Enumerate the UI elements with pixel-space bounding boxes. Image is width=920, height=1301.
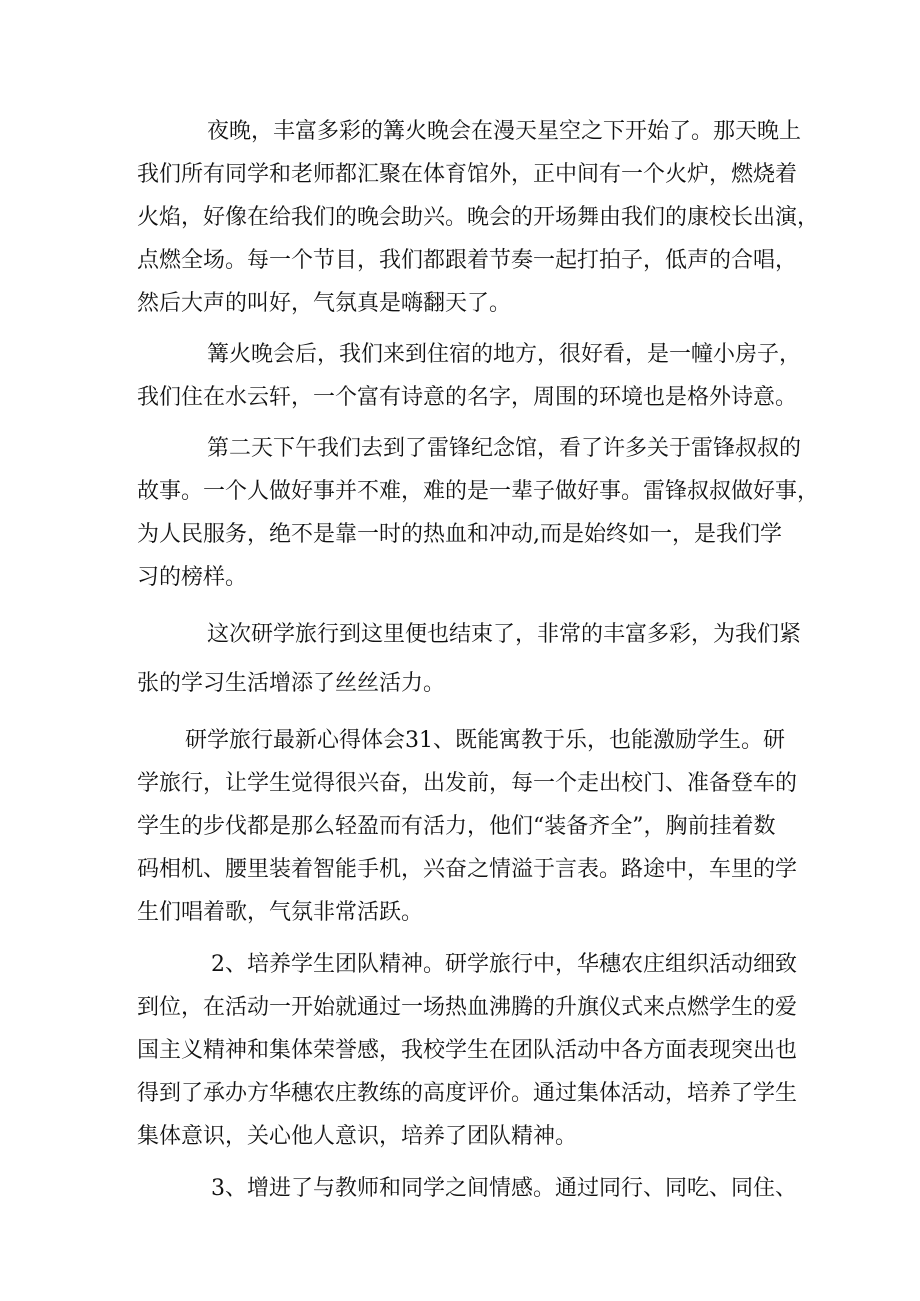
text-line: 习的榜样。	[137, 565, 248, 590]
text-line: 这次研学旅行到这里便也结束了，非常的丰富多彩，为我们紧	[207, 622, 802, 647]
paragraph-study-tour-2	[137, 943, 797, 1158]
text-line: 夜晚，丰富多彩的篝火晚会在漫天星空之下开始了。那天晚上	[207, 119, 802, 144]
text-line: 我们所有同学和老师都汇聚在体育馆外，正中间有一个火炉，燃烧着	[137, 162, 798, 187]
text-line: 然后大声的叫好，气氛真是嗨翻天了。	[137, 291, 512, 316]
paragraph-campfire	[137, 110, 820, 325]
paragraph-study-tour-3	[137, 1167, 797, 1210]
text-line: 集体意识，关心他人意识，培养了团队精神。	[137, 1124, 578, 1149]
text-line: 3、增进了与教师和同学之间情感。通过同行、同吃、同住、	[211, 1176, 797, 1201]
text-line: 得到了承办方华穗农庄教练的高度评价。通过集体活动，培养了学生	[137, 1081, 798, 1106]
document-body	[137, 110, 820, 1210]
text-line: 码相机、腰里装着智能手机，兴奋之情溢于言表。路途中，车里的学	[137, 857, 798, 882]
text-line: 第二天下午我们去到了雷锋纪念馆，看了许多关于雷锋叔叔的	[207, 436, 802, 461]
text-line: 国主义精神和集体荣誉感，我校学生在团队活动中各方面表现突出也	[137, 1038, 798, 1063]
text-line: 研学旅行最新心得体会31、既能寓教于乐，也能激励学生。研	[185, 728, 785, 753]
text-line: 学旅行，让学生觉得很兴奋，出发前，每一个走出校门、准备登车的	[137, 771, 798, 796]
text-line: 2、培养学生团队精神。研学旅行中，华穗农庄组织活动细致	[211, 952, 797, 977]
paragraph-study-tour-1	[137, 719, 797, 934]
paragraph-lodging	[137, 333, 802, 419]
text-line: 到位，在活动一开始就通过一场热血沸腾的升旗仪式来点燃学生的爱	[137, 995, 798, 1020]
text-line: 生们唱着歌，气氛非常活跃。	[137, 900, 424, 925]
paragraph-leifeng-museum	[137, 427, 820, 599]
text-line: 张的学习生活增添了丝丝活力。	[137, 671, 446, 696]
text-line: 火焰，好像在给我们的晚会助兴。晚会的开场舞由我们的康校长出演，	[137, 205, 820, 230]
text-line: 故事。一个人做好事并不难，难的是一辈子做好事。雷锋叔叔做好事，	[137, 479, 820, 504]
text-line: 学生的步伐都是那么轻盈而有活力，他们“装备齐全”，胸前挂着数	[137, 814, 776, 839]
text-line: 我们住在水云轩，一个富有诗意的名字，周围的环境也是格外诗意。	[137, 385, 798, 410]
text-line: 点燃全场。每一个节目，我们都跟着节奏一起打拍子，低声的合唱，	[137, 248, 798, 273]
text-line: 篝火晚会后，我们来到住宿的地方，很好看，是一幢小房子，	[207, 342, 802, 367]
text-line: 为人民服务，绝不是靠一时的热血和冲动,而是始终如一，是我们学	[137, 522, 782, 547]
paragraph-trip-end	[137, 613, 802, 705]
